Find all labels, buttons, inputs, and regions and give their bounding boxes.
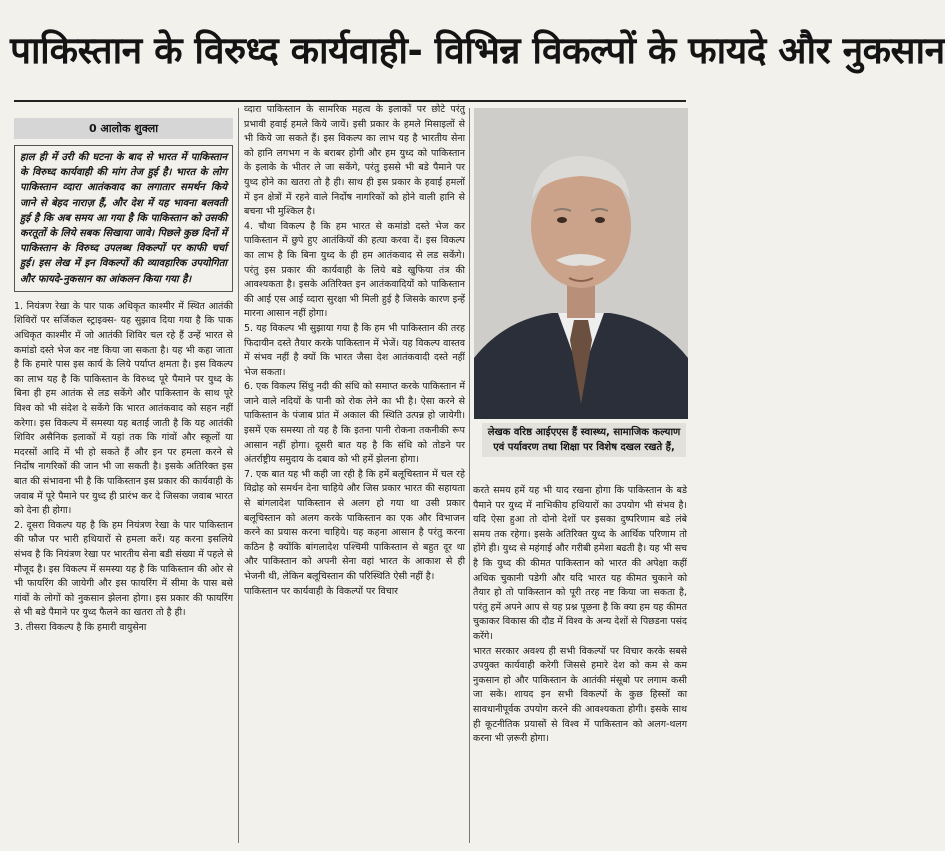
headline: पाकिस्तान के विरुध्द कार्यवाही- विभिन्न विकल्पों के फायदे और नुकसान [10, 29, 945, 72]
paragraph: व्दारा पाकिस्तान के सामरिक महत्व के इलाकों पर छोटे परंतु प्रभावी हवाई हमले किये जायें। इसी प्रकार के हमले मिसाइलों से भी किये जा सकते हैं। इस विकल्प का लाभ यह है भारतीय सेना को हानि लगभग न के बराबर होगी और हम युध्द को पाकिस्तान के इलाके के भीतर ले जा सकेंगे, परंतु इससे भी बडे पैमाने पर युध्द होने का खतरा तो है ही। साथ ही इस प्रकार के हवाई हमलों में इन क्षेत्रों में रहने वाले निर्दोष नागरिकों को होने वाली हानि से बचना भी मुश्किल है। [244, 104, 465, 218]
intro-box: हाल ही में उरी की घटना के बाद से भारत में पाकिस्तान के विरुध्द कार्यवाही की मांग तेज हुई है। भारत के लोग पाकिस्तान व्दारा आतंकवाद का लगातार समर्थन किये जाने से बेहद नाराज़ हैं, और देश में यह भावना बलवती हुई है कि अब समय आ गया है कि पाकिस्तान को उसकी करतूतों के लिये सबक सिखाया जावे। पिछले कुछ दिनों में पाकिस्तान के विरुध्द उपलब्ध विकल्पों पर काफी चर्चा हुई। इस लेख में इन विकल्पों की व्यावहारिक उपयोगिता और फायदे-नुकसान का आंकलन किया गया है। [14, 145, 233, 292]
paragraph: 3. तीसरा विकल्प है कि हमारी वायुसेना [14, 621, 147, 633]
photo-caption: लेखक वरिष्ठ आईएएस हैं स्वास्थ्य, सामाजिक कल्याण एवं पर्यावरण तथा शिक्षा पर विशेष दखल रखते हैं, [482, 423, 686, 457]
column-divider [238, 108, 239, 843]
paragraph: करते समय हमें यह भी याद रखना होगा कि पाकिस्तान के बडे पैमाने पर युध्द में नाभिकीय हथियारों का उपयोग भी संभव है। यदि ऐसा हुआ तो दोनो देशों पर इसका दुष्परिणाम बडे लंबे समय तक रहेगा। इसके अतिरिक्त युध्द के आर्थिक परिणाम तो होंगे ही। युध्द से महंगाई और गरीबी हमेशा बढती है। यह भी सच है कि युध्द की कीमत पाकिस्तान को भारत की अपेक्षा कहीं अधिक चुकानी पडेगी और यदि भारत यह कीमत चुकाने को तैयार हो तो पाकिस्तान को पूरी तरह नष्ट किया जा सकता है, परंतु हमें अपने आप से यह प्रश्न पूछना है कि क्या हम यह कीमत चुकाकर विकास की दौड में विश्व के अन्य देशों से पिछडना पसंद करेंगे। [473, 485, 687, 642]
author-byline: 0 आलोक शुक्ला [14, 118, 233, 139]
paragraph: पाकिस्तान पर कार्यवाही के विकल्पों पर विचार [244, 585, 398, 597]
headline-rule [14, 100, 686, 102]
author-portrait [474, 108, 688, 419]
paragraph: भारत सरकार अवश्य ही सभी विकल्पों पर विचार करके सबसे उपयुक्त कार्यवाही करेगी जिससे हमारे देश को कम से कम नुकसान हो और पाकिस्तान के आतंकी मंसूबो पर लगाम कसी जा सके। शायद इन सभी विकल्पों के कुछ हिस्सों का सावधानीपूर्वक उपयोग करने की आवश्यकता होगी। इसके साथ ही कूटनीतिक प्रयासों से विश्व में पाकिस्तान को अलग-थलग करना भी ज़रूरी होगा। [473, 645, 687, 745]
paragraph: 5. यह विकल्प भी सुझाया गया है कि हम भी पाकिस्तान की तरह फिदायीन दस्ते तैयार करके पाकिस्तान में भेजें। यह विकल्प वास्तव में संभव नहीं है क्यों कि भारत जैसा देश आतंकवादी दस्ते नहीं भेज सकता। [244, 322, 465, 378]
column-divider [469, 108, 470, 843]
author-photo [474, 108, 688, 419]
paragraph: 2. दूसरा विकल्प यह है कि हम नियंत्रण रेखा के पार पाकिस्तान की फौज पर भारी हथियारों से हमला करें। यह करना इसलिये संभव है कि नियंत्रण रेखा पर भारतीय सेना बडी संख्या में पहले से मौजूद है। इस विकल्प में समस्या यह है कि पाकिस्तान की ओर से भी फायरिंग की जायेगी और इस फायरिंग में सीमा के पास बसे गांवों के लोगों को नुकसान झेलना होगा। इस प्रकार की फायरिंग से भी बडे पैमाने पर युध्द फैलने का खतरा तो है ही। [14, 519, 233, 619]
column-2 [244, 103, 465, 844]
paragraph: 6. एक विकल्प सिंधु नदी की संधि को समाप्त करके पाकिस्तान में जाने वाले नदियों के पानी को रोक लेने का भी है। ऐसा करने से पाकिस्तान के पंजाब प्रांत में अकाल की स्थिति उत्पन्न हो जायेगी। इसमें एक समस्या तो यह है कि इतना पानी रोकना तकनीकी रूप आसान नहीं होगा। दूसरी बात यह है कि संधि को तोडने पर अंतर्राष्ट्रीय समुदाय के दबाव को भी हमें झेलना होगा। [244, 381, 465, 466]
paragraph: 1. नियंत्रण रेखा के पार पाक अधिकृत काश्मीर में स्थित आतंकी शिविरों पर सर्जिकल स्ट्राइक्स- यह सुझाव दिया गया है कि पाक अधिकृत काश्मीर में जो आतंकी शिविर चल रहे हैं उन्हें भारत से कमांडो दस्ते भेज कर नष्ट किया जा सकता है। यह भी कहा जाता है कि हमारे पास इस कार्य के लिये पर्याप्त क्षमता है। इस विकल्प का लाभ यह है कि पाकिस्तान के विरुध्द पूरे पैमाने पर युध्द के बिना ही हम आतंक से लड सकेंगे और पाकिस्तान के साथ पूरे विश्व को भी संदेश दे सकेंगे कि भारत आतंकवाद को सहन नहीं करेगा। इस विकल्प में समस्या यह बताई जाती है कि यह आतंकी शिविर असैनिक इलाकों में यहां तक कि गांवों और स्कूलों या मदरसों आदि में भी हो सकते हैं और इन पर हमला करने से निर्दोष नागरिकों की जान भी जा सकती है। इसके अतिरिक्त इस बात की संभावना भी है कि पाकिस्तान इस प्रकार की कार्यवाही के जवाब में पूरे पैमाने पर युध्द ही प्रारंभ कर दे जिसका जवाब भारत को देना ही होगा। [14, 300, 233, 517]
paragraph: 4. चौथा विकल्प है कि हम भारत से कमांडो दस्ते भेज कर पाकिस्तान में छुपे हुए आतंकियों की हत्या करवा दें। इस विकल्प का लाभ है कि बिना युध्द के ही हम आतंकवाद से लड सकेंगे। परंतु इस प्रकार की कार्यवाही के लिये बडे खुफिया तंत्र की आवश्यकता है। इसके अतिरिक्त इन आतंकवादियों को पाकिस्तान की आई एस आई व्दारा सुरक्षा भी मिली हुई है जिसके कारण इन्हें मारना आसान नहीं होगा। [244, 220, 465, 320]
paragraph: 7. एक बात यह भी कही जा रही है कि हमें बलूचिस्तान में चल रहे विद्रोह को समर्थन देना चाहिये और जिस प्रकार भारत की सहायता से बांगलादेश पाकिस्तान से अलग हो गया था उसी प्रकार बलूचिस्तान को अलग करके पाकिस्तान का एक और विभाजन करने का प्रयास करना चाहिये। यह कहना आसान है परंतु करना कठिन है क्योंकि बांगलादेश पश्चिमी पाकिस्तान से बहुत दूर था और पाकिस्तान को अपनी सेना वहां भारत के आकाश से ही भेजनी थी, लेकिन बलूचिस्तान की परिस्थिति ऐसी नहीं है। [244, 468, 465, 582]
column-3 [473, 484, 687, 840]
column-1 [14, 118, 233, 844]
